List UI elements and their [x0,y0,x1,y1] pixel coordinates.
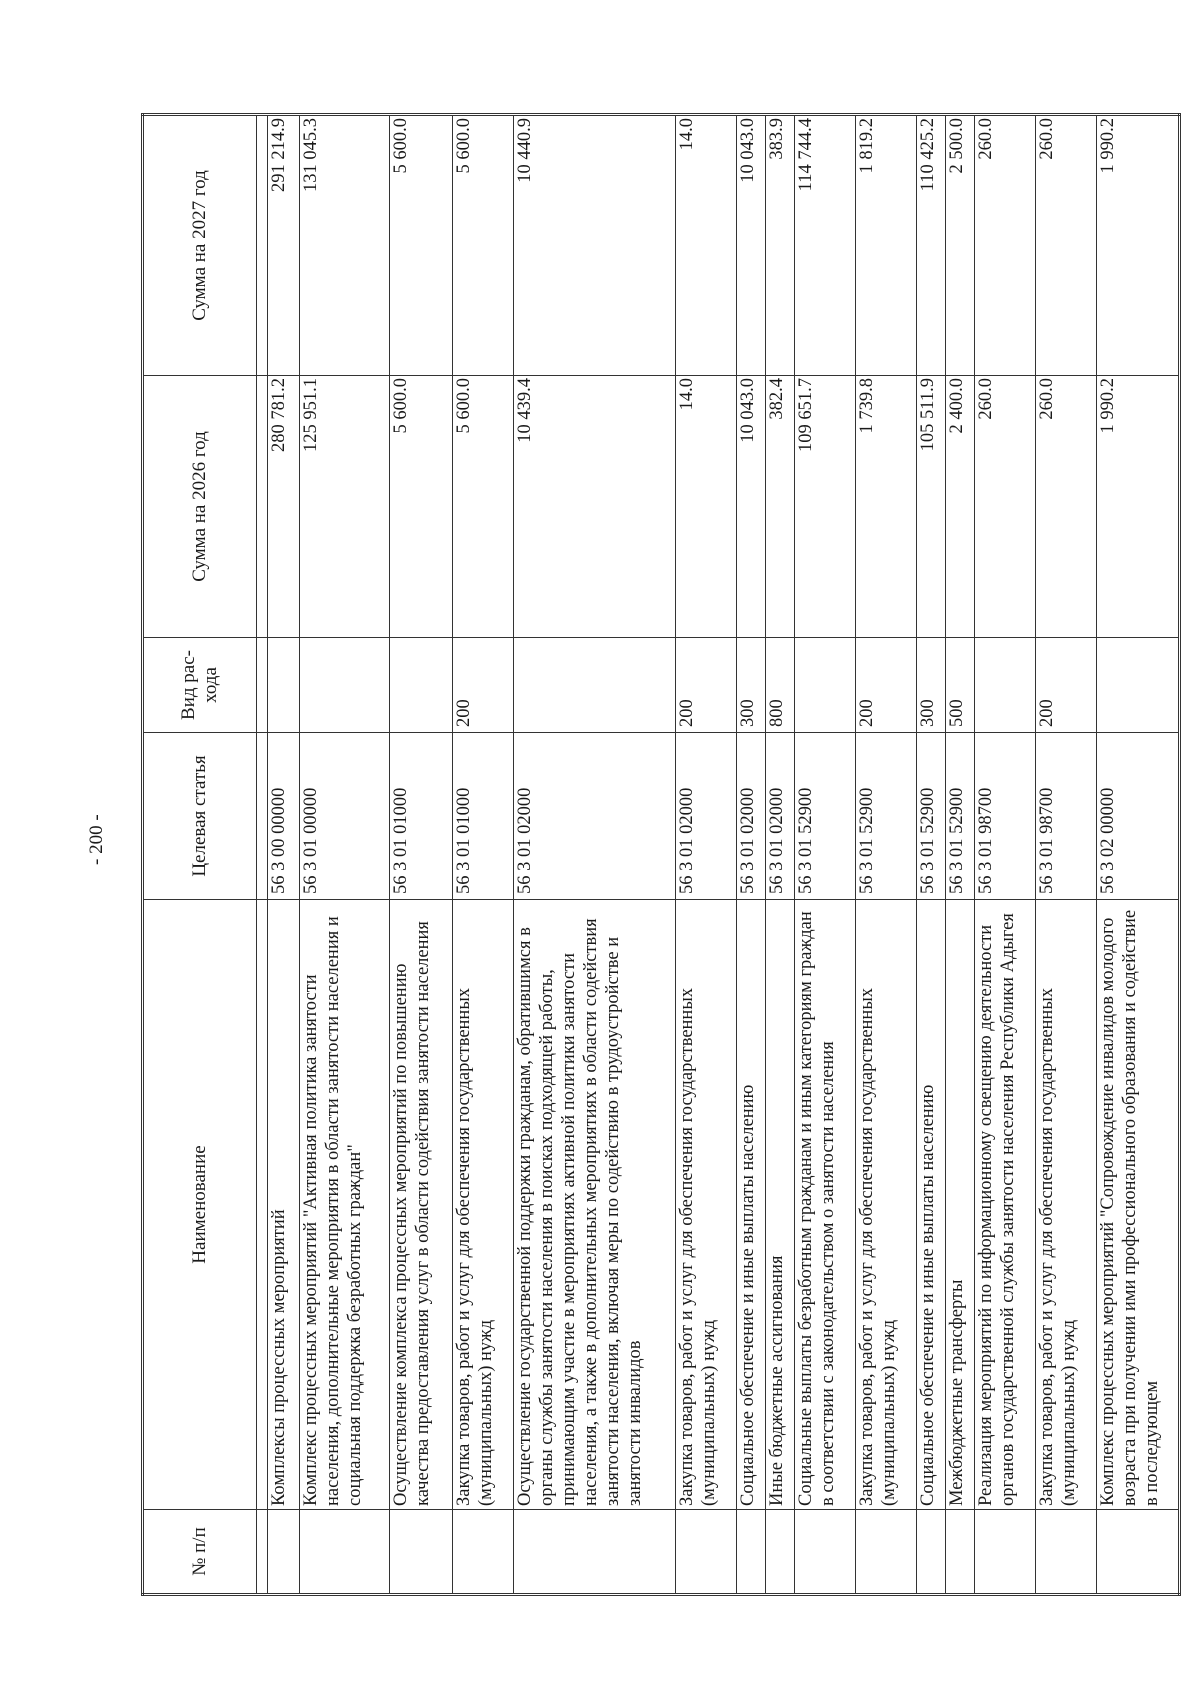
cell-sum-2027: 10 043.0 [736,115,765,376]
cell-num [389,1510,452,1595]
cell-target: 56 3 01 98700 [1036,733,1097,900]
cell-target: 56 3 01 02000 [765,733,794,900]
cell-target: 56 3 00 00000 [267,733,299,900]
table-row [736,115,765,1595]
cell-num [1036,1510,1097,1595]
table-row [267,115,299,1595]
cell-target: 56 3 01 01000 [453,733,514,900]
header-name: Наименование [143,900,257,1510]
cell-target: 56 3 02 00000 [1097,733,1180,900]
cell-kind [513,638,675,733]
spacer-cell [257,733,268,900]
cell-num [736,1510,765,1595]
spacer-cell [257,638,268,733]
cell-sum-2026: 260.0 [975,376,1036,638]
cell-sum-2027: 2 500.0 [946,115,975,376]
cell-sum-2027: 114 744.4 [795,115,856,376]
page-number: - 200 - [86,814,107,865]
cell-target: 56 3 01 98700 [975,733,1036,900]
table-row [453,115,514,1595]
cell-sum-2026: 1 739.8 [856,376,917,638]
cell-name: Социальное обеспечение и иные выплаты населению [916,900,945,1510]
table-row [946,115,975,1595]
cell-sum-2026: 382.4 [765,376,794,638]
table-row [856,115,917,1595]
cell-sum-2026: 14.0 [675,376,736,638]
table-row [389,115,452,1595]
cell-name: Закупка товаров, работ и услуг для обеспечения государственных (муниципальных) нужд [1036,900,1097,1510]
cell-name: Закупка товаров, работ и услуг для обеспечения государственных (муниципальных) нужд [453,900,514,1510]
cell-sum-2026: 260.0 [1036,376,1097,638]
table-row [975,115,1036,1595]
header-num: № п/п [143,1510,257,1595]
cell-sum-2027: 5 600.0 [453,115,514,376]
cell-name: Межбюджетные трансферты [946,900,975,1510]
cell-target: 56 3 01 52900 [946,733,975,900]
cell-target: 56 3 01 52900 [856,733,917,900]
cell-name: Осуществление государственной поддержки гражданам, обратившимся в органы службы занятости населения в поисках подходящей работы, принимающим участие в мероприятиях активной политики занятости населения, а также в дополнительных мероприятиях в области содействия занятости населения, включая меры по содействию в трудоустройстве и занятости инвалидов [513,900,675,1510]
cell-sum-2027: 131 045.3 [299,115,389,376]
cell-sum-2026: 125 951.1 [299,376,389,638]
cell-kind: 300 [916,638,945,733]
cell-sum-2026: 5 600.0 [453,376,514,638]
spacer-row [257,115,268,1595]
cell-kind: 200 [856,638,917,733]
cell-kind: 200 [1036,638,1097,733]
cell-num [1097,1510,1180,1595]
budget-table [141,113,1181,1596]
cell-target: 56 3 01 02000 [675,733,736,900]
cell-kind: 200 [453,638,514,733]
cell-target: 56 3 01 00000 [299,733,389,900]
cell-num [975,1510,1036,1595]
cell-kind [299,638,389,733]
cell-sum-2026: 5 600.0 [389,376,452,638]
cell-name: Реализация мероприятий по информационному освещению деятельности органов государственной службы занятости населения Республики Адыгея [975,900,1036,1510]
cell-sum-2027: 383.9 [765,115,794,376]
cell-sum-2026: 2 400.0 [946,376,975,638]
cell-sum-2027: 110 425.2 [916,115,945,376]
cell-sum-2026: 10 439.4 [513,376,675,638]
cell-num [675,1510,736,1595]
header-sum-2027: Сумма на 2027 год [143,115,257,376]
header-kind: Вид рас- хода [143,638,257,733]
cell-target: 56 3 01 01000 [389,733,452,900]
cell-kind [795,638,856,733]
table-header-row [143,115,257,1595]
cell-sum-2026: 10 043.0 [736,376,765,638]
cell-sum-2027: 1 990.2 [1097,115,1180,376]
cell-sum-2027: 260.0 [975,115,1036,376]
cell-sum-2027: 291 214.9 [267,115,299,376]
cell-name: Закупка товаров, работ и услуг для обеспечения государственных (муниципальных) нужд [675,900,736,1510]
cell-name: Осуществление комплекса процессных мероприятий по повышению качества предоставления услуг в области содействия занятости населения [389,900,452,1510]
rotated-table-wrapper [141,116,1181,1596]
cell-num [856,1510,917,1595]
header-sum-2026: Сумма на 2026 год [143,376,257,638]
cell-sum-2026: 105 511.9 [916,376,945,638]
cell-num [795,1510,856,1595]
cell-kind: 300 [736,638,765,733]
table-row [513,115,675,1595]
spacer-cell [257,1510,268,1595]
cell-target: 56 3 01 02000 [736,733,765,900]
cell-num [765,1510,794,1595]
cell-num [299,1510,389,1595]
cell-sum-2026: 1 990.2 [1097,376,1180,638]
cell-target: 56 3 01 02000 [513,733,675,900]
cell-sum-2026: 109 651.7 [795,376,856,638]
cell-kind [975,638,1036,733]
cell-kind: 800 [765,638,794,733]
cell-num [453,1510,514,1595]
cell-kind [1097,638,1180,733]
cell-kind [389,638,452,733]
spacer-cell [257,376,268,638]
cell-sum-2027: 14.0 [675,115,736,376]
cell-num [267,1510,299,1595]
cell-name: Социальные выплаты безработным гражданам и иным категориям граждан в соответствии с законодательством о занятости населения [795,900,856,1510]
table-row [299,115,389,1595]
spacer-cell [257,115,268,376]
cell-target: 56 3 01 52900 [916,733,945,900]
cell-target: 56 3 01 52900 [795,733,856,900]
table-row [1036,115,1097,1595]
cell-sum-2026: 280 781.2 [267,376,299,638]
table-row [916,115,945,1595]
cell-sum-2027: 5 600.0 [389,115,452,376]
cell-name: Иные бюджетные ассигнования [765,900,794,1510]
cell-kind [267,638,299,733]
cell-kind: 200 [675,638,736,733]
cell-sum-2027: 260.0 [1036,115,1097,376]
cell-name: Социальное обеспечение и иные выплаты населению [736,900,765,1510]
cell-name: Закупка товаров, работ и услуг для обеспечения государственных (муниципальных) нужд [856,900,917,1510]
cell-num [946,1510,975,1595]
cell-sum-2027: 10 440.9 [513,115,675,376]
cell-num [513,1510,675,1595]
table-row [1097,115,1180,1595]
cell-kind: 500 [946,638,975,733]
table-row [675,115,736,1595]
cell-sum-2027: 1 819.2 [856,115,917,376]
table-row [765,115,794,1595]
table-row [795,115,856,1595]
cell-name: Комплексы процессных мероприятий [267,900,299,1510]
cell-name: Комплекс процессных мероприятий "Сопровождение инвалидов молодого возраста при получении ими профессионального образования и содействие в последующем [1097,900,1180,1510]
header-target: Целевая статья [143,733,257,900]
spacer-cell [257,900,268,1510]
cell-num [916,1510,945,1595]
cell-name: Комплекс процессных мероприятий "Активная политика занятости населения, дополнительные мероприятия в области занятости населения и социальная поддержка безработных граждан" [299,900,389,1510]
